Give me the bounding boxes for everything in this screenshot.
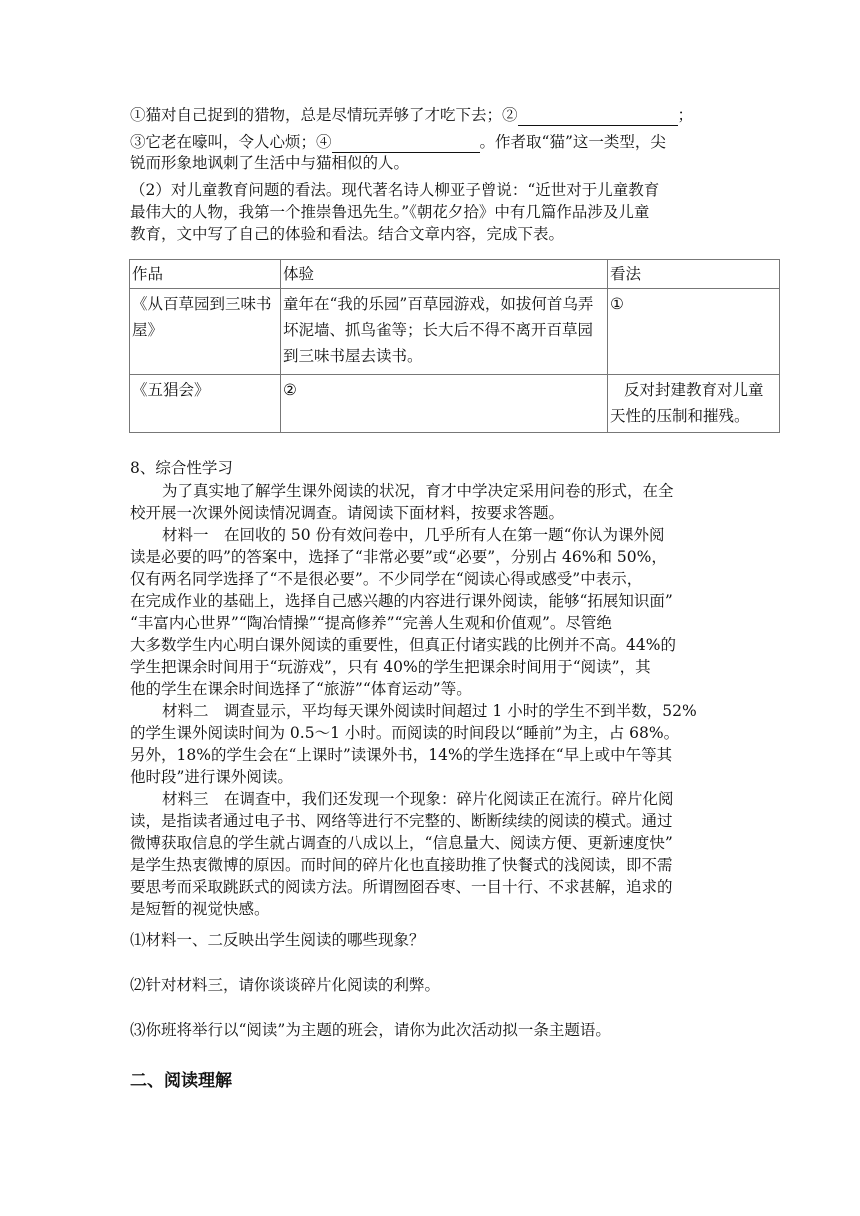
header-work: 作品 [130,260,281,289]
cell-work: 《从百草园到三味书屋》 [130,289,281,375]
question-2: ⑵针对材料三，请你谈谈碎片化阅读的利弊。 [130,976,441,994]
q8-line: 要思考而采取跳跃式的阅读方法。所谓囫囵吞枣、一目十行、不求甚解，追求的 [130,878,673,896]
table-row [130,289,780,375]
q8-line: 材料三 在调查中，我们还发现一个现象：碎片化阅读正在流行。碎片化阅 [162,790,674,808]
q8-line: 是短暂的视觉快感。 [130,900,270,918]
question-3: ⑶你班将举行以“阅读”为主题的班会，请你为此次活动拟一条主题语。 [130,1021,611,1039]
q8-line: 仅有两名同学选择了“不是很必要”。不少同学在“阅读心得或感受”中表示， [130,570,643,588]
answer-blank-2[interactable] [518,107,678,126]
q8-title: 8、综合性学习 [130,459,233,477]
q8-line: 读，是指读者通过电子书、网络等进行不完整的、断断续续的阅读的模式。通过 [130,812,673,830]
q8-line: 大多数学生内心明白课外阅读的重要性，但真正付诸实践的比例并不高。44%的 [130,636,676,654]
q7-line-3: 锐而形象地讽刺了生活中与猫相似的人。 [130,154,410,172]
q7-text: ①猫对自己捉到的猎物，总是尽情玩弄够了才吃下去；② [130,106,518,124]
q8-line: 校开展一次课外阅读情况调查。请阅读下面材料，按要求答题。 [130,504,565,522]
q8-line: 读是必要的吗”的答案中，选择了“非常必要”或“必要”，分别占 46%和 50%， [130,548,667,566]
q8-line: 的学生课外阅读时间为 0.5～1 小时。而阅读的时间段以“睡前”为主，占 68%。 [130,724,680,742]
q8-line: 学生把课余时间用于“玩游戏”，只有 40%的学生把课余时间用于“阅读”，其 [130,658,651,676]
q7-text: 。作者取“猫”这一类型，尖 [479,133,666,151]
cell-experience-answer[interactable]: ② [281,375,608,433]
cell-experience: 童年在“我的乐园”百草园游戏，如拔何首乌弄坏泥墙、抓鸟雀等；长大后不得不离开百草园到三味书屋去读书。 [281,289,608,375]
q7-line-2 [130,131,666,153]
q8-line: “丰富内心世界”“陶冶情操”“提高修养”“完善人生观和价值观”。尽管绝 [130,614,612,632]
cell-work: 《五猖会》 [130,375,281,433]
q8-line: 材料一 在回收的 50 份有效问卷中，几乎所有人在第一题“你认为课外阅 [162,526,665,544]
table-header-row [130,260,780,289]
table-row [130,375,780,433]
q7-text: ③它老在嚎叫，令人心烦；④ [130,133,332,151]
header-experience: 体验 [281,260,608,289]
q8-line: 材料二 调查显示，平均每天课外阅读时间超过 1 小时的学生不到半数，52% [162,702,697,720]
q8-line: 是学生热衷微博的原因。而时间的碎片化也直接助推了快餐式的浅阅读，即不需 [130,856,673,874]
q8-line: 他时段”进行课外阅读。 [130,768,293,786]
q7-part2-line-3: 教育，文中写了自己的体验和看法。结合文章内容，完成下表。 [130,225,565,243]
section-heading: 二、阅读理解 [130,1071,232,1091]
q8-line: 在完成作业的基础上，选择自己感兴趣的内容进行课外阅读，能够“拓展知识面” [130,592,673,610]
cell-view: 反对封建教育对儿童天性的压制和摧残。 [608,375,780,433]
q8-line: 为了真实地了解学生课外阅读的状况，育才中学决定采用问卷的形式，在全 [162,482,674,500]
question-1: ⑴材料一、二反映出学生阅读的哪些现象？ [130,931,425,949]
q8-line: 另外，18%的学生会在“上课时”读课外书，14%的学生选择在“早上或中午等其 [130,746,673,764]
answer-blank-4[interactable] [332,134,480,153]
q8-line: 微博获取信息的学生就占调查的八成以上，“信息量大、阅读方便、更新速度快” [130,834,673,852]
q7-line-1 [130,104,693,126]
q7-part2-line-2: 最伟大的人物，我第一个推崇鲁迅先生。”《朝花夕拾》中有几篇作品涉及儿童 [130,203,650,221]
reading-table [129,259,780,433]
q7-text: ； [677,106,694,124]
header-view: 看法 [608,260,780,289]
q7-part2-line-1: （2）对儿童教育问题的看法。现代著名诗人柳亚子曾说：“近世对于儿童教育 [130,181,660,199]
cell-view-answer[interactable]: ① [608,289,780,375]
q8-line: 他的学生在课余时间选择了“旅游”“体育运动”等。 [130,680,472,698]
